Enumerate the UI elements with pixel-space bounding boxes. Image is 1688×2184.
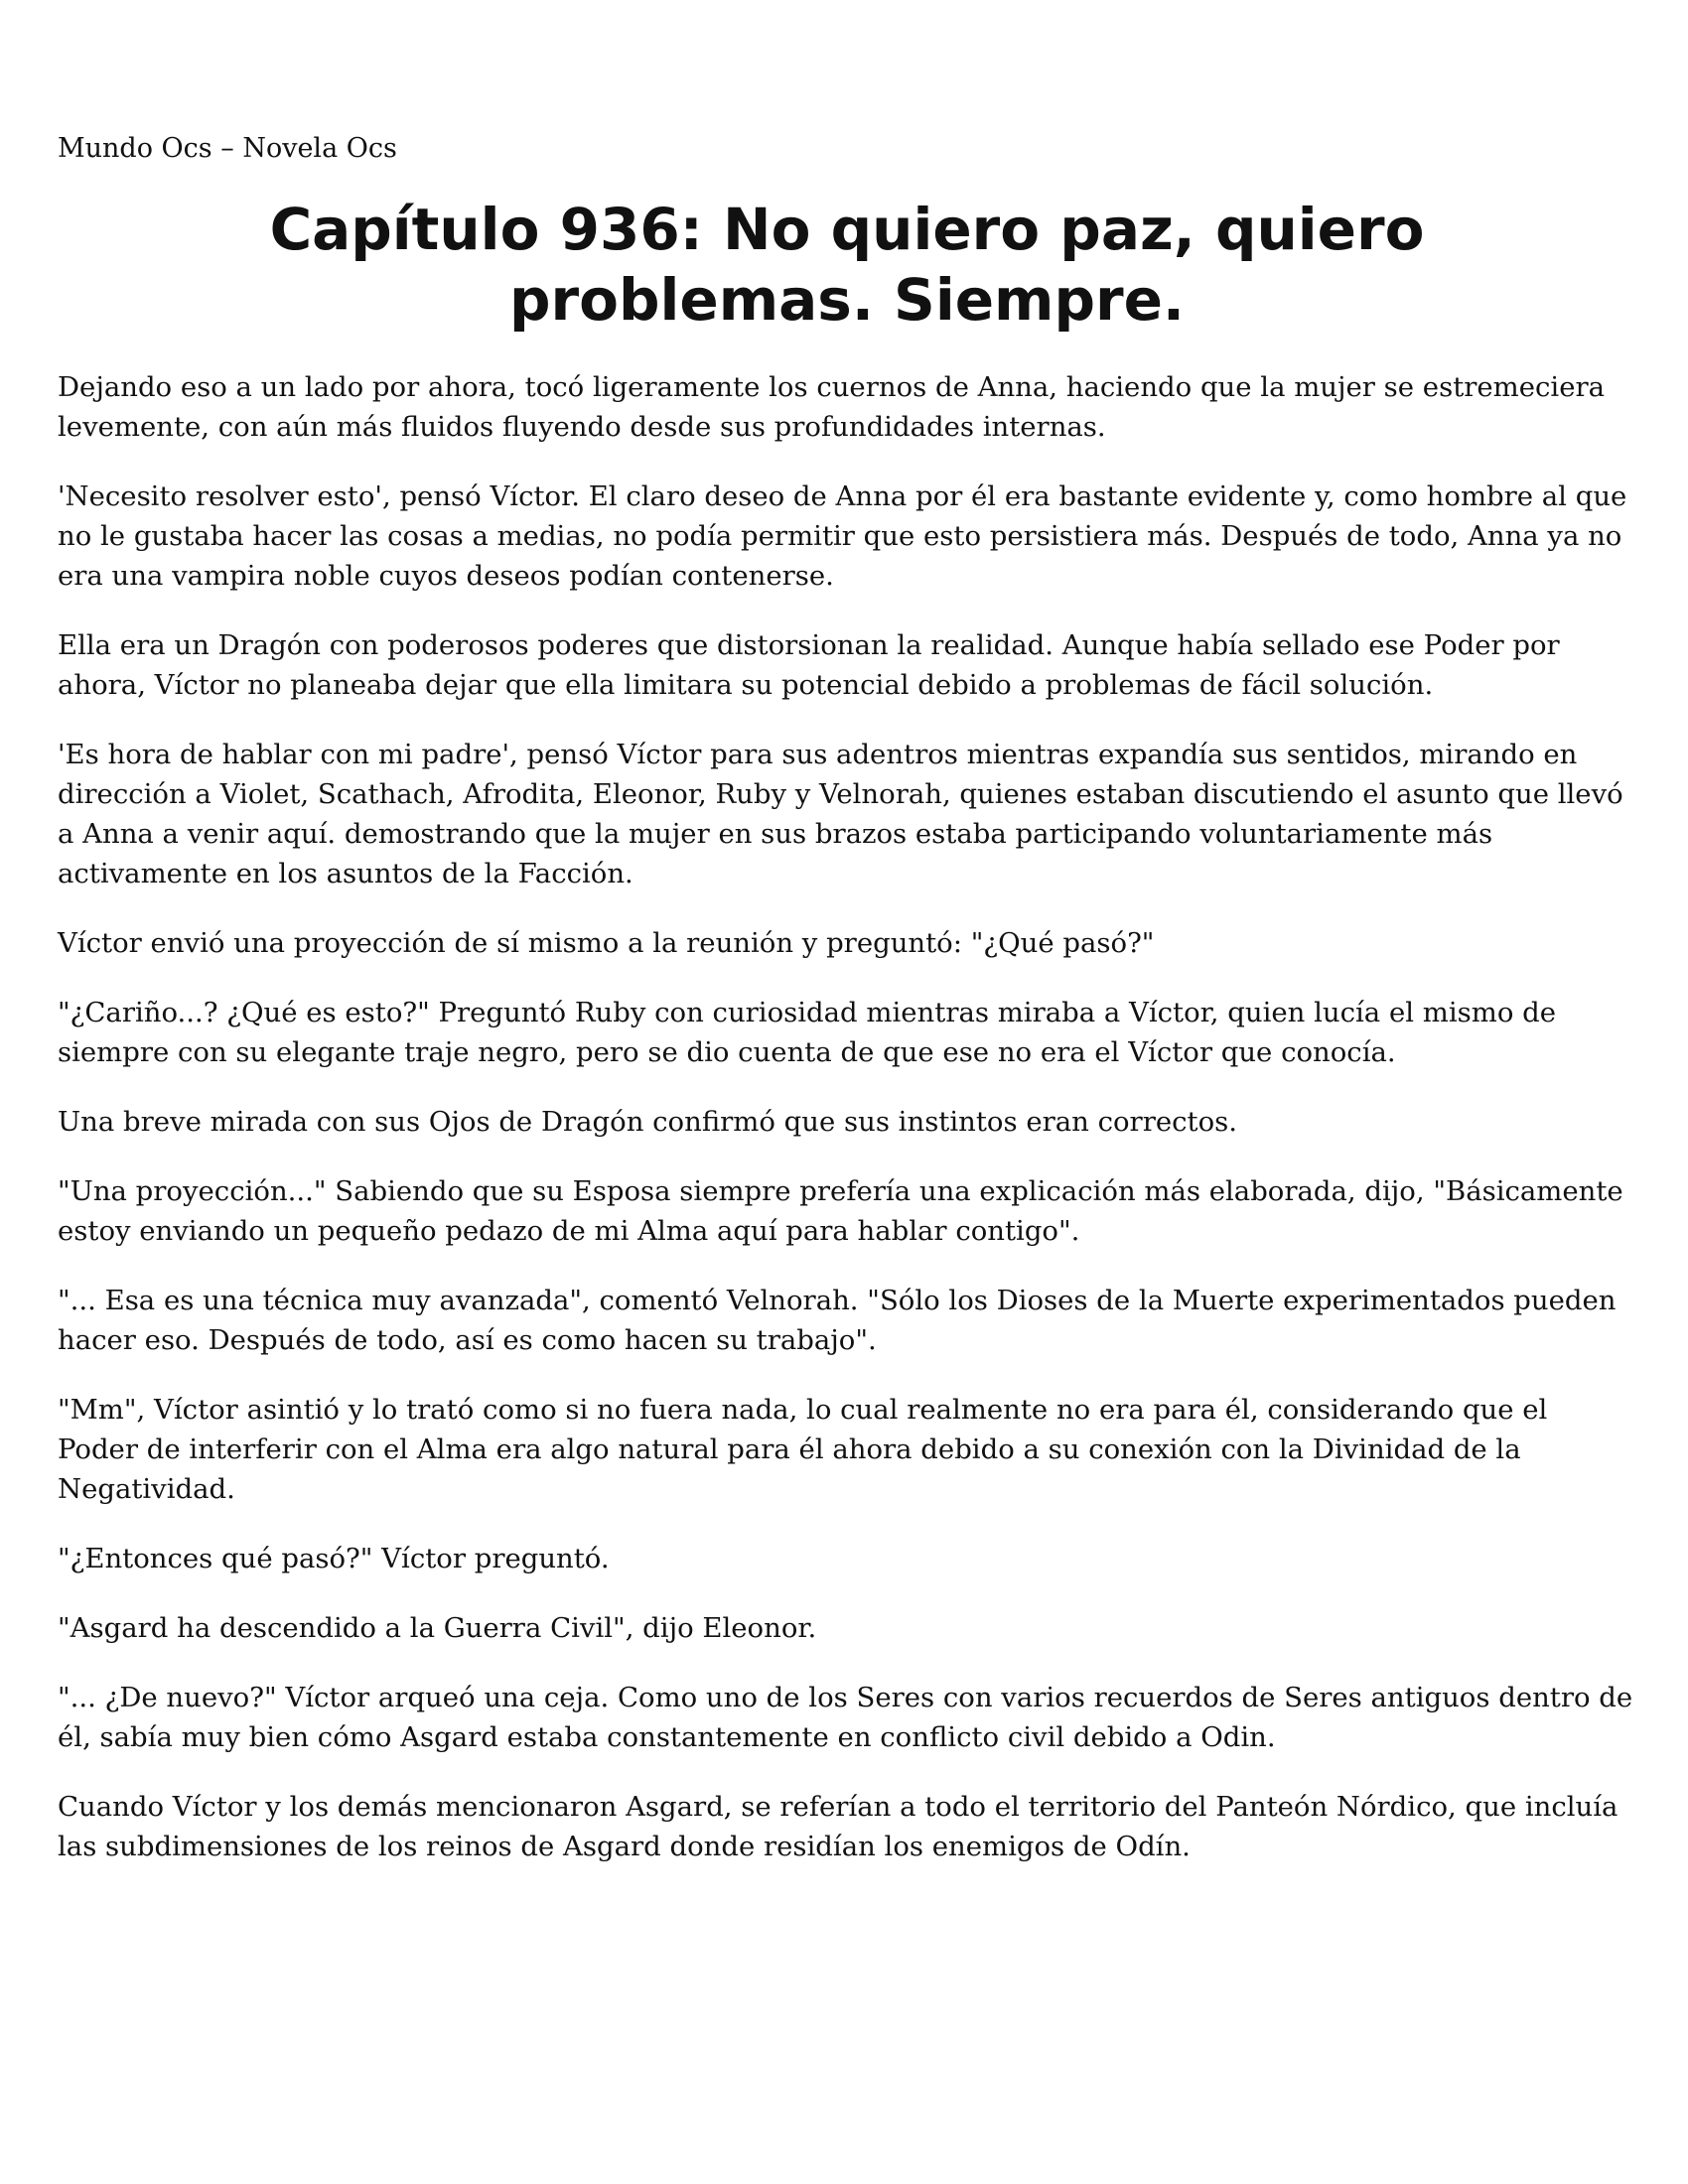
paragraph: Víctor envió una proyección de sí mismo a la reunión y preguntó: "¿Qué pasó?" (58, 926, 1155, 959)
paragraph: Ella era un Dragón con poderosos poderes que distorsionan la realidad. Aunque había sellado ese Poder por ahora, Víctor no planeaba dejar que ella limitara su potencial debido a problemas de fácil solución. (58, 628, 1560, 701)
paragraph: "... Esa es una técnica muy avanzada", comentó Velnorah. "Sólo los Dioses de la Muerte experimentados pueden hacer eso. Después de todo, así es como hacen su trabajo". (58, 1284, 1617, 1356)
paragraph: Cuando Víctor y los demás mencionaron Asgard, se referían a todo el territorio del Panteón Nórdico, que incluía las subdimensiones de los reinos de Asgard donde residían los enemigos de Odín. (58, 1790, 1618, 1862)
paragraph: "Una proyección..." Sabiendo que su Esposa siempre prefería una explicación más elaborada, dijo, "Básicamente estoy enviando un pequeño pedazo de mi Alma aquí para hablar contigo". (58, 1174, 1623, 1247)
paragraph: "¿Entonces qué pasó?" Víctor preguntó. (58, 1542, 610, 1574)
paragraph: Dejando eso a un lado por ahora, tocó ligeramente los cuernos de Anna, haciendo que la mujer se estremeciera levemente, con aún más fluidos fluyendo desde sus profundidades internas. (58, 370, 1606, 443)
chapter-title: Capítulo 936: No quiero paz, quiero problemas. Siempre. (269, 196, 1425, 335)
paragraph: 'Es hora de hablar con mi padre', pensó Víctor para sus adentros mientras expandía sus sentidos, mirando en dirección a Violet, Scathach, Afrodita, Eleonor, Ruby y Velnorah, quienes estaban discutiendo el asunto que llevó a Anna a venir aquí. demostrando que la mujer en sus brazos estaba participando voluntariamente más activamente en los asuntos de la Facción. (58, 738, 1623, 889)
document-page (58, 133, 1636, 1896)
paragraph: "... ¿De nuevo?" Víctor arqueó una ceja. Como uno de los Seres con varios recuerdos de Seres antiguos dentro de él, sabía muy bien cómo Asgard estaba constantemente en conflicto civil debido a Odin. (58, 1681, 1633, 1753)
site-header: Mundo Ocs – Novela Ocs (58, 133, 397, 164)
paragraph: 'Necesito resolver esto', pensó Víctor. El claro deseo de Anna por él era bastante evidente y, como hombre al que no le gustaba hacer las cosas a medias, no podía permitir que esto persistiera más. Después de todo, Anna ya no era una vampira noble cuyos deseos podían contenerse. (58, 479, 1627, 592)
paragraph: "¿Cariño...? ¿Qué es esto?" Preguntó Ruby con curiosidad mientras miraba a Víctor, quien lucía el mismo de siempre con su elegante traje negro, pero se dio cuenta de que ese no era el Víctor que conocía. (58, 996, 1556, 1068)
paragraph: Una breve mirada con sus Ojos de Dragón confirmó que sus instintos eran correctos. (58, 1105, 1237, 1138)
paragraph: "Asgard ha descendido a la Guerra Civil", dijo Eleonor. (58, 1611, 817, 1644)
paragraph: "Mm", Víctor asintió y lo trató como si no fuera nada, lo cual realmente no era para él, considerando que el Poder de interferir con el Alma era algo natural para él ahora debido a su conexión con la Divinidad de la Negatividad. (58, 1393, 1548, 1505)
